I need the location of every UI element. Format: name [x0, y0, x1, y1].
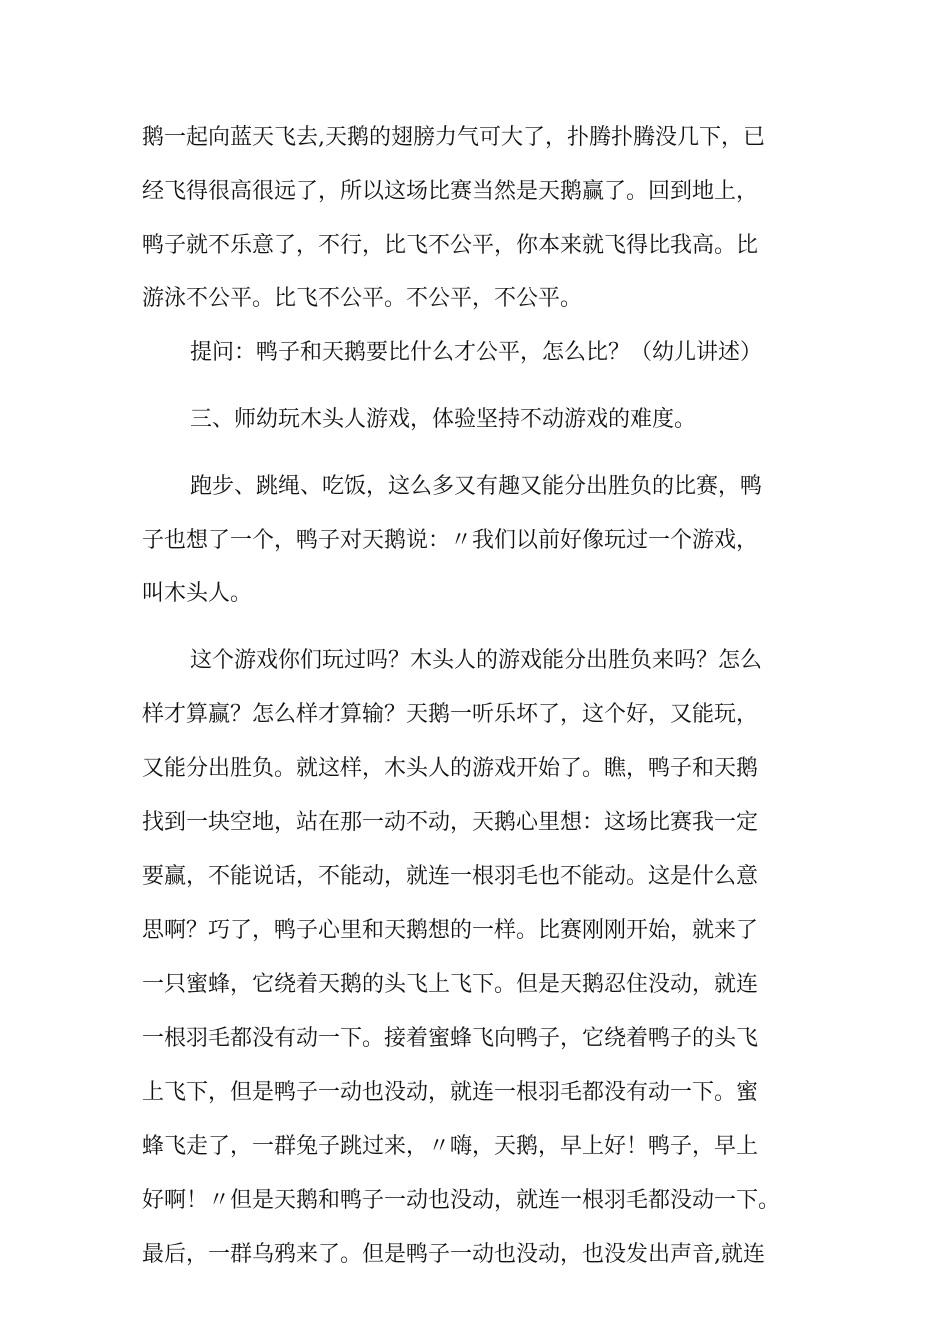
- text-line: 样才算赢？怎么样才算输？天鹅一听乐坏了，这个好，又能玩，: [142, 702, 759, 727]
- text-line: 这个游戏你们玩过吗？木头人的游戏能分出胜负来吗？怎么: [190, 648, 763, 673]
- text-line: 鸭子就不乐意了，不行，比飞不公平，你本来就飞得比我高。比: [142, 233, 759, 258]
- text-line: 鹅一起向蓝天飞去,天鹅的翅膀力气可大了，扑腾扑腾没几下，已: [142, 125, 765, 150]
- text-line: 叫木头人。: [142, 581, 253, 606]
- text-line: 一只蜜蜂，它绕着天鹅的头飞上飞下。但是天鹅忍住没动，就连: [142, 972, 759, 997]
- text-line: 上飞下，但是鸭子一动也没动，就连一根羽毛都没有动一下。蜜: [142, 1080, 759, 1105]
- text-line: 找到一块空地，站在那一动不动，天鹅心里想：这场比赛我一定: [142, 810, 759, 835]
- text-line: 最后，一群乌鸦来了。但是鸭子一动也没动，也没发出声音,就连: [142, 1242, 765, 1267]
- text-line: 要赢，不能说话，不能动，就连一根羽毛也不能动。这是什么意: [142, 864, 759, 889]
- text-line: 一根羽毛都没有动一下。接着蜜蜂飞向鸭子，它绕着鸭子的头飞: [142, 1026, 759, 1051]
- text-line: 子也想了一个，鸭子对天鹅说：〃我们以前好像玩过一个游戏，: [142, 528, 759, 553]
- text-line: 跑步、跳绳、吃饭，这么多又有趣又能分出胜负的比赛，鸭: [190, 474, 763, 499]
- text-line: 游泳不公平。比飞不公平。不公平，不公平。: [142, 286, 583, 311]
- text-line: 提问：鸭子和天鹅要比什么才公平，怎么比？（幼儿讲述）: [190, 340, 763, 365]
- text-line: 经飞得很高很远了，所以这场比赛当然是天鹅赢了。回到地上，: [142, 179, 759, 204]
- text-line: 三、师幼玩木头人游戏，体验坚持不动游戏的难度。: [190, 407, 697, 432]
- text-line: 思啊？巧了，鸭子心里和天鹅想的一样。比赛刚刚开始，就来了: [142, 918, 759, 943]
- text-line: 蜂飞走了，一群兔子跳过来，〃嗨，天鹅，早上好！鸭子，早上: [142, 1134, 759, 1159]
- text-line: 又能分出胜负。就这样，木头人的游戏开始了。瞧，鸭子和天鹅: [142, 756, 759, 781]
- text-line: 好啊！〃但是天鹅和鸭子一动也没动，就连一根羽毛都没动一下。: [142, 1188, 781, 1213]
